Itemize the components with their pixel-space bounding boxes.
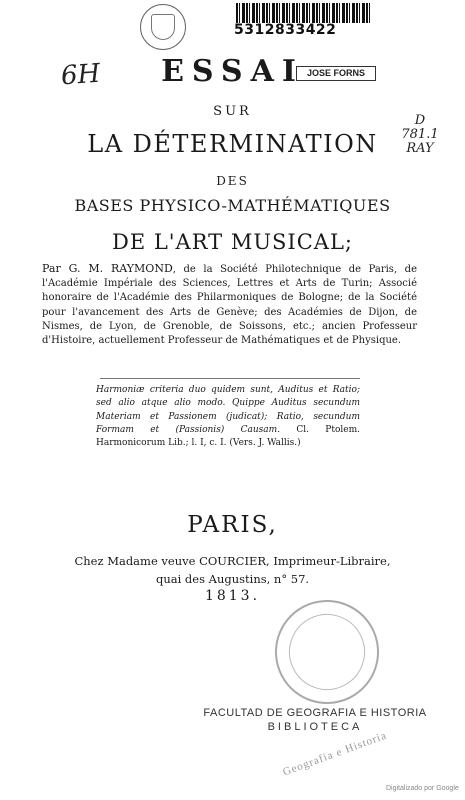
owner-label-stamp: JOSE FORNS — [296, 66, 376, 81]
barcode-number: 5312833422 — [234, 22, 337, 38]
barcode — [236, 3, 370, 23]
library-seal — [140, 4, 186, 50]
library-stamp-faculty: FACULTAD DE GEOGRAFIA E HISTORIA — [203, 707, 427, 719]
title-bases: BASES PHYSICO-MATHÉMATIQUES — [74, 196, 391, 215]
shelfmark-line: RAY — [406, 141, 434, 156]
epigraph-citation: Cl. Ptolem. Harmonicorum Lib.; l. I, c. I. (Vers. J. Wallis.) — [96, 424, 360, 449]
watermark: Geografia e Historia — [281, 729, 389, 779]
imprint-city: PARIS, — [187, 512, 278, 538]
title-sur: SUR — [213, 104, 252, 119]
library-stamp — [200, 706, 430, 734]
title-essai: ESSAI — [161, 54, 304, 89]
imprint-address: quai des Augustins, n° 57. — [155, 572, 310, 586]
library-stamp-library: BIBLIOTECA — [267, 721, 363, 733]
title-main: LA DÉTERMINATION — [87, 130, 378, 158]
imprint-year: 1813. — [204, 588, 261, 604]
title-des: DES — [216, 174, 249, 188]
epigraph-text: Harmoniæ criteria duo quidem sunt, Auditus et Ratio; sed alio atque alio modo. Quippe Auditus secundum Materiam et Passionem (judicat); Ratio, secundum Formam et (Passionis) Causam. — [96, 385, 360, 435]
author-credits — [42, 262, 417, 348]
handwritten-code: 6H — [60, 58, 102, 92]
imprint-publisher: Chez Madame veuve COURCIER, Imprimeur-Libraire, — [74, 554, 391, 568]
divider — [100, 378, 360, 379]
author-credentials: , de la Société Philotechnique de Paris, de l'Académie Impériale des Sciences, Lettres et Arts de Turin; Associé honoraire de l'Académie des Philarmoniques de Bologne; de la Société pour l'avancement des Arts de Genève; des Académies de Dijon, de Nismes, de Lyon, de Grenoble, de Soissons, etc.; ancien Professeur d'Histoire, actuellement Professeur de Mathématiques et de Physique. — [42, 264, 417, 347]
round-library-stamp — [261, 586, 392, 717]
author-name: Par G. M. RAYMOND — [42, 262, 173, 275]
shelfmark-line: D — [414, 113, 426, 128]
epigraph — [96, 384, 360, 450]
digitized-by-footer: Digitalizado por Google — [386, 785, 459, 792]
shield-icon — [151, 14, 175, 40]
shelfmark-line: 781.1 — [401, 127, 439, 142]
title-art-musical: DE L'ART MUSICAL; — [112, 230, 353, 254]
